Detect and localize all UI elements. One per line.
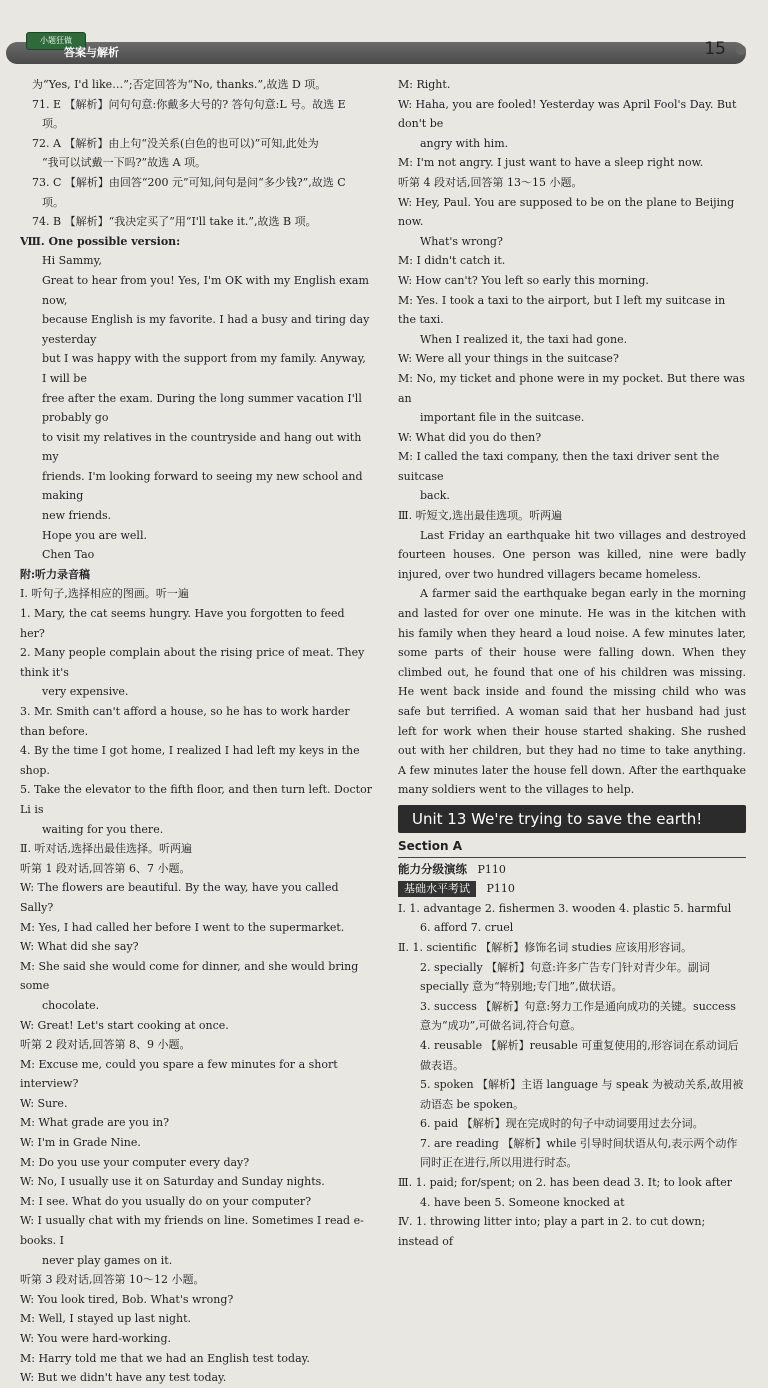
text-line: but I was happy with the support from my family. Anyway, I will be [42,352,366,385]
answer-line: 5. spoken 【解析】主语 language 与 speak 为被动关系,故用被 [420,1078,744,1092]
text-line: 听第 1 段对话,回答第 6、7 小题。 [20,861,191,875]
text-line: back. [420,489,450,503]
text-line: W: The flowers are beautiful. By the way, have you called Sally? [20,881,339,914]
text-line: W: I'm in Grade Nine. [20,1136,141,1150]
text-line: Hope you are well. [42,528,147,542]
text-line: M: What grade are you in? [20,1116,169,1130]
text-line: 听第 2 段对话,回答第 8、9 小题。 [20,1038,191,1052]
text-line: W: Haha, you are fooled! Yesterday was April Fool's Day. But don't be [398,97,737,131]
answer-line: Ⅱ. 1. scientific 【解析】修饰名词 studies 应该用形容词。 [398,940,693,954]
basic-page: P110 [486,882,515,896]
text-line: W: Hey, Paul. You are supposed to be on the plane to Beijing now. [398,195,735,229]
text-line: Ⅰ. 听句子,选择相应的图画。听一遍 [20,587,189,601]
text-line: 5. Take the elevator to the fifth floor, and then turn left. Doctor Li is [20,783,372,816]
text-line: because English is my favorite. I had a busy and tiring day yesterday [42,313,370,346]
text-line: W: Were all your things in the suitcase? [398,352,619,366]
text-line: When I realized it, the taxi had gone. [420,332,628,346]
text-line: 附:听力录音稿 [20,567,91,581]
left-column [20,75,372,1388]
text-line: free after the exam. During the long summer vacation I'll probably go [42,391,362,425]
text-line: “我可以试戴一下吗?”故选 A 项。 [42,156,207,170]
text-line: 71. E 【解析】问句句意:你戴多大号的? 答句句意:L 号。故选 E [32,97,346,111]
text-line: W: Great! Let's start cooking at once. [20,1018,229,1032]
answer-line: Ⅲ. 1. paid; for/spent; on 2. has been dead 3. It; to look after [398,1176,733,1190]
answer-line: specially 意为“特别地;专门地”,做状语。 [420,980,623,994]
practice-heading [398,860,746,880]
answer-line: 意为“成功”,可做名词,符合句意。 [420,1019,582,1033]
text-line: M: She said she would come for dinner, and she would bring some [20,959,359,993]
text-line: important file in the suitcase. [420,411,585,425]
text-line: M: Harry told me that we had an English test today. [20,1351,310,1365]
text-line: 3. Mr. Smith can't afford a house, so he has to work harder than before. [20,705,350,738]
series-logo: 小题狂做 [26,32,86,50]
text-line: waiting for you there. [42,822,164,836]
text-line: W: What did you do then? [398,430,542,444]
text-line: Chen Tao [42,548,95,562]
text-line: M: Yes. I took a taxi to the airport, but I left my suitcase in the taxi. [398,293,726,327]
answer-list [398,899,746,1252]
text-line: never play games on it. [42,1253,173,1267]
text-line: M: Do you use your computer every day? [20,1155,250,1169]
text-line: M: I called the taxi company, then the taxi driver sent the suitcase [398,450,720,483]
answer-line: 3. success 【解析】句意:努力工作是通向成功的关键。success [420,999,736,1013]
answer-line: Ⅰ. 1. advantage 2. fishermen 3. wooden 4. plastic 5. harmful [398,901,732,915]
text-line: angry with him. [420,136,509,150]
text-line: M: Right. [398,78,451,91]
listening-passage [398,526,746,800]
text-line: M: No, my ticket and phone were in my pocket. But there was an [398,371,745,405]
basic-tag: 基础水平考试 [398,881,476,897]
text-line: 2. Many people complain about the rising price of meat. They think it's [20,646,365,679]
text-line: Great to hear from you! Yes, I'm OK with my English exam now, [42,273,369,307]
text-line: new friends. [42,509,112,523]
header-dot-icon [736,45,746,55]
basic-heading [398,879,746,899]
text-line: 73. C 【解析】由回答“200 元”可知,问句是问“多少钱?”,故选 C [32,175,346,189]
text-line: M: I'm not angry. I just want to have a sleep right now. [398,156,704,170]
passage-paragraph: A farmer said the earthquake began early in the morning and lasted for over one minute. He was in the kitchen with his family when they heard a loud noise. A few minutes later, some parts of their house were falling down. When they climbed out, he found that one of his children was missing. He went back inside and found the missing child who was safe but terrified. A woman said that her husband had just left for work when their house started shaking. She rushed out with her children, but they had no time to take anything. A few minutes later the house fell down. After the earthquake many soldiers went to the villages to help. [398,587,746,797]
text-line: M: Well, I stayed up last night. [20,1312,192,1326]
text-line: M: Yes, I had called her before I went to the supermarket. [20,920,345,934]
page-header [0,36,768,68]
text-line: M: I didn't catch it. [398,254,506,268]
answer-line: 动语态 be spoken。 [420,1097,525,1111]
answer-line: 7. are reading 【解析】while 引导时间状语从句,表示两个动作 [420,1136,738,1150]
text-line: very expensive. [42,685,129,699]
page-number: 15 [704,39,726,59]
practice-title: 能力分级演练 [398,861,467,876]
text-line: Ⅲ. 听短文,选出最佳选项。听两遍 [398,509,563,523]
answer-line: Ⅳ. 1. throwing litter into; play a part in 2. to cut down; instead of [398,1215,706,1248]
text-line: Ⅱ. 听对话,选择出最佳选择。听两遍 [20,842,192,856]
text-line: 4. By the time I got home, I realized I had left my keys in the shop. [20,744,360,777]
text-line: 听第 4 段对话,回答第 13～15 小题。 [398,175,583,189]
text-line: friends. I'm looking forward to seeing my new school and making [42,469,363,503]
text-line: W: No, I usually use it on Saturday and Sunday nights. [20,1175,325,1189]
answer-line: 2. specially 【解析】句意:许多广告专门针对青少年。副词 [420,960,710,974]
text-line: to visit my relatives in the countryside and hang out with my [42,430,362,464]
text-line: 74. B 【解析】“我决定买了”用“I'll take it.”,故选 B 项。 [32,215,317,229]
text-line: 为“Yes, I'd like…”;否定回答为“No, thanks.”,故选 D 项。 [32,78,327,91]
text-line: 听第 3 段对话,回答第 10～12 小题。 [20,1273,205,1287]
text-line: W: What did she say? [20,940,139,954]
answer-line: 6. afford 7. cruel [420,921,514,935]
text-line: 项。 [42,117,64,131]
text-line: chocolate. [42,998,100,1012]
text-line: W: You were hard-working. [20,1332,172,1345]
answer-line: 4. have been 5. Someone knocked at [420,1195,625,1209]
passage-paragraph: Last Friday an earthquake hit two villages and destroyed fourteen houses. One person was killed, nine were badly injured, over two hundred villagers became homeless. [398,528,746,581]
section-title: 答案与解析 [64,46,119,59]
section-heading: Section A [398,837,746,858]
text-line: W: You look tired, Bob. What's wrong? [20,1292,234,1306]
text-line: Hi Sammy, [42,254,102,268]
text-line: What's wrong? [420,234,503,248]
answer-line: 6. paid 【解析】现在完成时的句子中动词要用过去分词。 [420,1117,704,1131]
unit-banner: Unit 13 We're trying to save the earth! [398,805,746,833]
text-line: W: How can't? You left so early this morning. [398,273,649,287]
dialogue-continuation [398,75,746,526]
answer-line: 做表语。 [420,1058,464,1072]
text-line: W: But we didn't have any test today. [20,1371,227,1385]
answer-line: 4. reusable 【解析】reusable 可重复使用的,形容词在系动词后 [420,1038,739,1052]
practice-page: P110 [477,862,506,876]
text-line: 72. A 【解析】由上句“没关系(白色的也可以)”可知,此处为 [32,136,319,150]
answer-line: 同时正在进行,所以用进行时态。 [420,1156,578,1170]
text-line: 1. Mary, the cat seems hungry. Have you forgotten to feed her? [20,607,345,640]
text-line: W: Sure. [20,1096,68,1110]
right-column [398,75,746,1251]
text-line: Ⅷ. One possible version: [20,234,181,248]
text-line: M: I see. What do you usually do on your computer? [20,1194,311,1208]
text-line: 项。 [42,195,64,209]
text-line: M: Excuse me, could you spare a few minutes for a short interview? [20,1057,338,1091]
text-line: W: I usually chat with my friends on line. Sometimes I read e-books. I [20,1214,364,1248]
